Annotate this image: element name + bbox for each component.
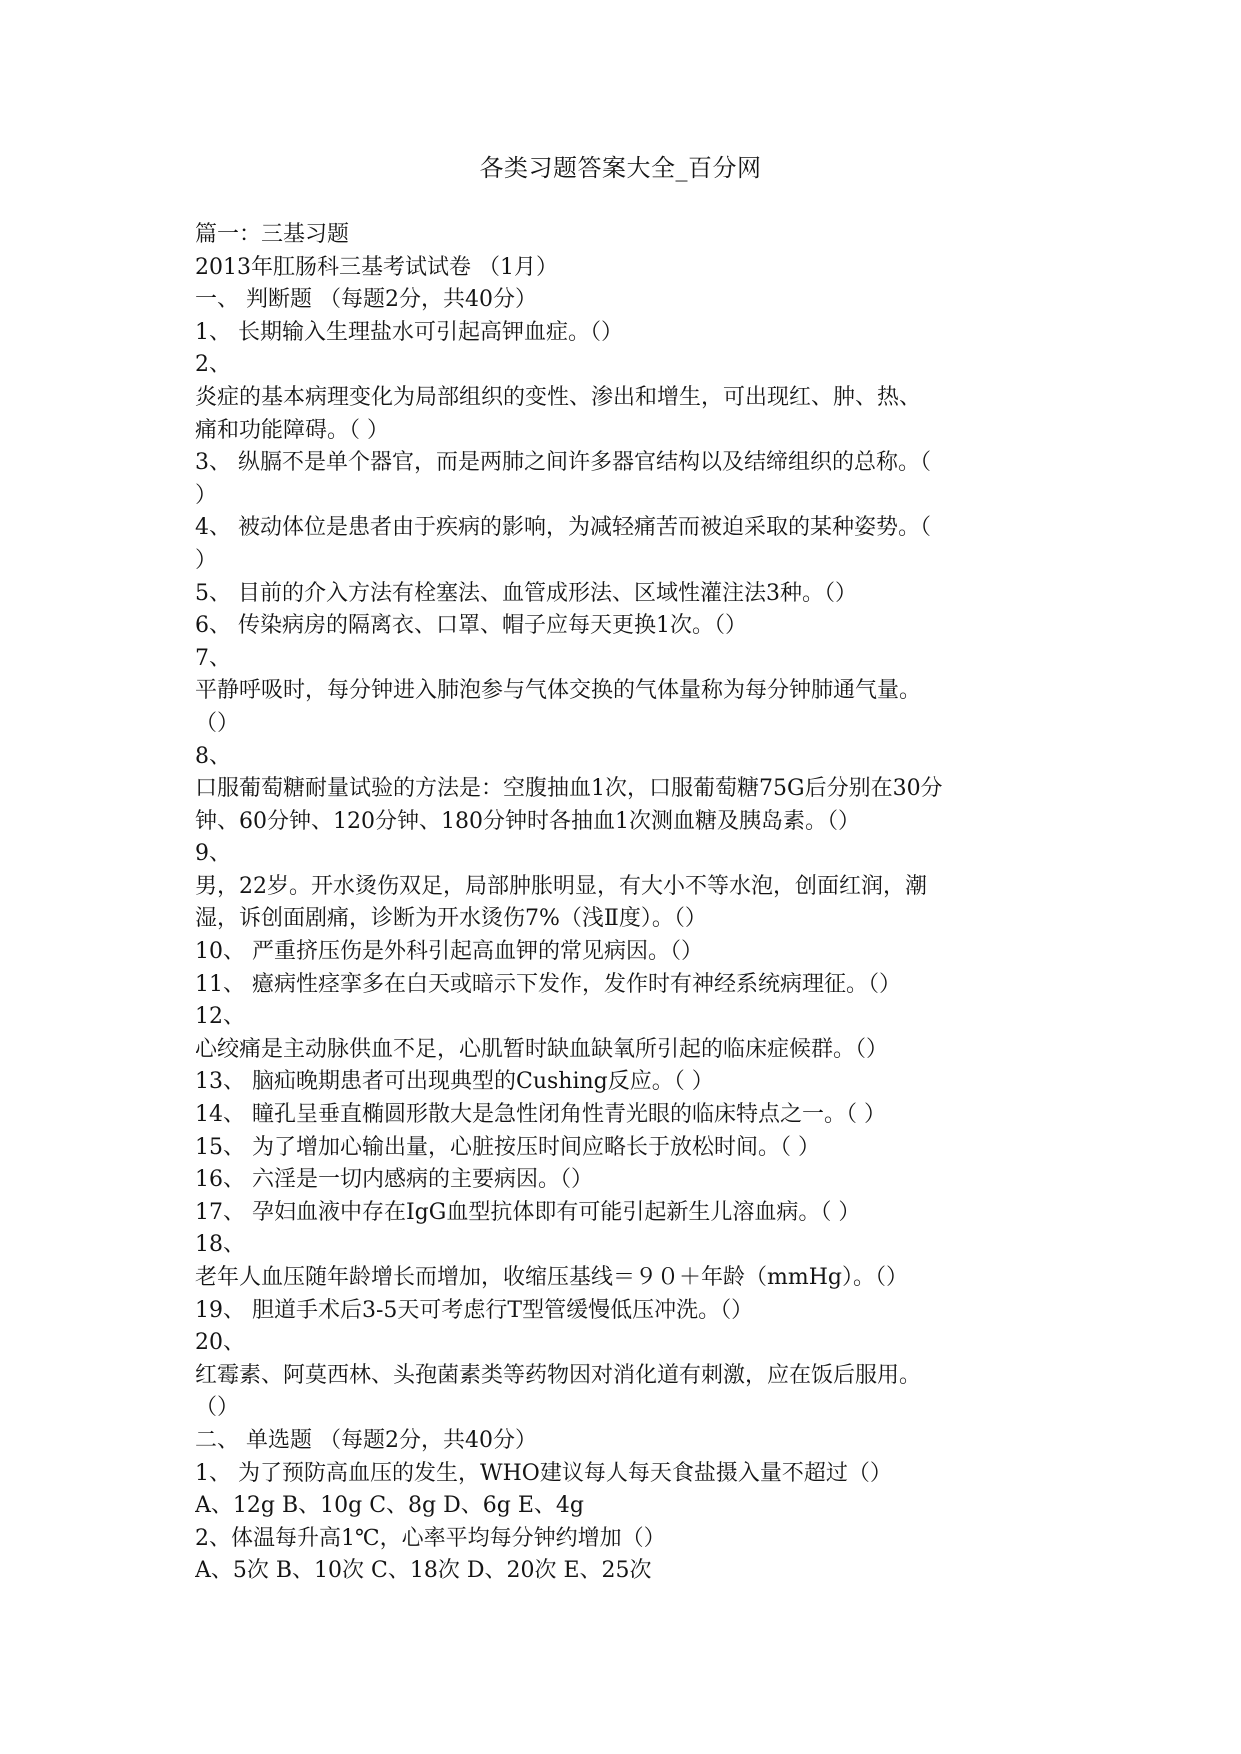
part-heading-single-choice: 二、 单选题 （每题2分，共40分） bbox=[195, 1427, 537, 1453]
question-line: ） bbox=[195, 482, 218, 508]
question-line: 2、体温每升高1℃，心率平均每分钟约增加（） bbox=[195, 1525, 666, 1551]
question-line: 痛和功能障碍。（ ） bbox=[195, 417, 389, 443]
question-line: 5、 目前的介入方法有栓塞法、血管成形法、区域性灌注法3种。（） bbox=[195, 580, 857, 606]
question-number: 2、 bbox=[195, 352, 231, 378]
question-line: （） bbox=[195, 1395, 240, 1421]
question-line: 炎症的基本病理变化为局部组织的变性、渗出和增生，可出现红、肿、热、 bbox=[195, 384, 922, 410]
document-body bbox=[195, 219, 1055, 1588]
answer-options: A、12g B、10g C、8g D、6g E、4g bbox=[195, 1493, 584, 1519]
question-line: （） bbox=[195, 710, 240, 736]
question-line: 4、 被动体位是患者由于疾病的影响，为减轻痛苦而被迫采取的某种姿势。（ bbox=[195, 515, 931, 541]
question-number: 9、 bbox=[195, 841, 231, 867]
question-line: 老年人血压随年龄增长而增加，收缩压基线＝９０＋年龄（mmHg）。（） bbox=[195, 1265, 908, 1290]
document-title: 各类习题答案大全_百分网 bbox=[479, 154, 762, 182]
question-line: 钟、60分钟、120分钟、180分钟时各抽血1次测血糖及胰岛素。（） bbox=[195, 808, 860, 834]
question-line: 15、 为了增加心输出量，心脏按压时间应略长于放松时间。（ ） bbox=[195, 1134, 820, 1160]
question-line: 3、 纵膈不是单个器官，而是两肺之间许多器官结构以及结缔组织的总称。（ bbox=[195, 450, 931, 476]
question-line: 13、 脑疝晚期患者可出现典型的Cushing反应。（ ） bbox=[195, 1069, 714, 1095]
question-line: 红霉素、阿莫西林、头孢菌素类等药物因对消化道有刺激，应在饭后服用。 bbox=[195, 1362, 922, 1388]
question-line: 14、 瞳孔呈垂直椭圆形散大是急性闭角性青光眼的临床特点之一。（ ） bbox=[195, 1102, 886, 1128]
question-line: 19、 胆道手术后3-5天可考虑行T型管缓慢低压冲洗。（） bbox=[195, 1297, 754, 1323]
question-line: 1、 长期输入生理盐水可引起高钾血症。（） bbox=[195, 319, 623, 345]
question-line: 平静呼吸时，每分钟进入肺泡参与气体交换的气体量称为每分钟肺通气量。 bbox=[195, 678, 922, 704]
question-line: ） bbox=[195, 547, 218, 573]
question-line: 男，22岁。开水烫伤双足，局部肿胀明显，有大小不等水泡，创面红润，潮 bbox=[195, 873, 927, 899]
question-number: 18、 bbox=[195, 1232, 245, 1258]
question-line: 1、 为了预防高血压的发生，WHO建议每人每天食盐摄入量不超过（） bbox=[195, 1460, 892, 1486]
part-heading-true-false: 一、 判断题 （每题2分，共40分） bbox=[195, 287, 537, 313]
question-number: 8、 bbox=[195, 743, 231, 769]
question-line: 口服葡萄糖耐量试验的方法是：空腹抽血1次，口服葡萄糖75G后分别在30分 bbox=[195, 776, 943, 802]
question-line: 16、 六淫是一切内感病的主要病因。（） bbox=[195, 1167, 593, 1193]
exam-title: 2013年肛肠科三基考试试卷 （1月） bbox=[195, 254, 558, 280]
question-line: 17、 孕妇血液中存在IgG血型抗体即有可能引起新生儿溶血病。（ ） bbox=[195, 1199, 861, 1225]
question-number: 20、 bbox=[195, 1330, 245, 1356]
question-line: 10、 严重挤压伤是外科引起高血钾的常见病因。（） bbox=[195, 939, 703, 965]
question-line: 11、 癔病性痉挛多在白天或暗示下发作，发作时有神经系统病理征。（） bbox=[195, 971, 901, 997]
question-number: 7、 bbox=[195, 645, 231, 671]
question-line: 心绞痛是主动脉供血不足，心肌暂时缺血缺氧所引起的临床症候群。（） bbox=[195, 1036, 889, 1062]
answer-options: A、5次 B、10次 C、18次 D、20次 E、25次 bbox=[195, 1558, 652, 1584]
question-number: 12、 bbox=[195, 1004, 245, 1030]
question-line: 湿，诉创面剧痛，诊断为开水烫伤7%（浅Ⅱ度）。（） bbox=[195, 906, 707, 932]
section-heading: 篇一：三基习题 bbox=[195, 222, 350, 247]
question-line: 6、 传染病房的隔离衣、口罩、帽子应每天更换1次。（） bbox=[195, 613, 747, 639]
